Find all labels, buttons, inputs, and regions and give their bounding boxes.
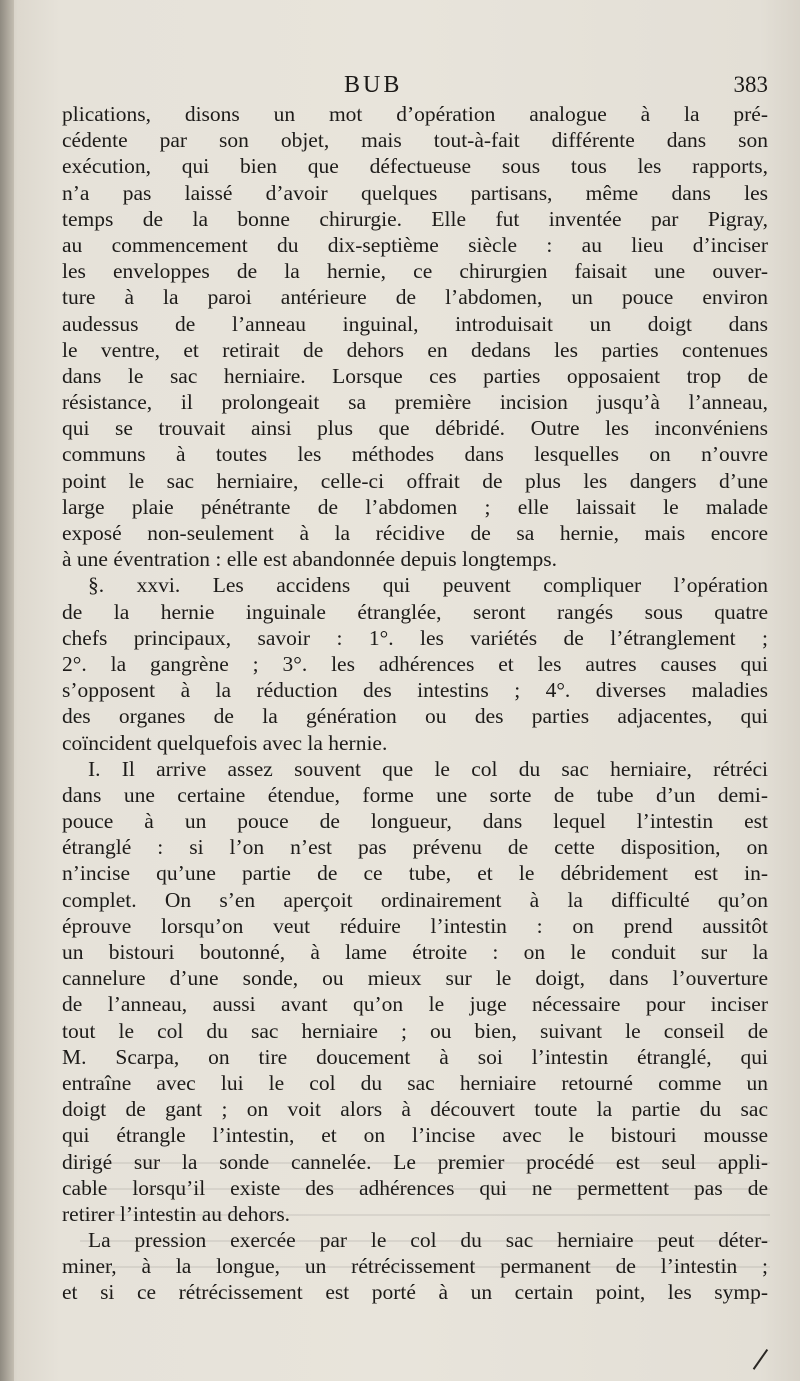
text-line: le ventre, et retirait de dehors en dedans les parties contenues (62, 337, 768, 362)
text-line: étranglé : si l’on n’est pas prévenu de cette disposition, on (62, 835, 768, 860)
text-line: dans le sac herniaire. Lorsque ces parties opposaient trop de (62, 363, 768, 388)
text-line: résistance, il prolongeait sa première incision jusqu’à l’anneau, (62, 390, 768, 415)
text-line: temps de la bonne chirurgie. Elle fut inventée par Pigray, (62, 206, 768, 231)
text-line: 2°. la gangrène ; 3°. les adhérences et les autres causes qui (62, 651, 768, 676)
text-line: point le sac herniaire, celle-ci offrait de plus les dangers d’une (62, 468, 768, 493)
text-line: entraîne avec lui le col du sac herniaire retourné comme un (62, 1070, 768, 1095)
text-line: I. Il arrive assez souvent que le col du sac herniaire, rétréci (88, 756, 768, 781)
paragraph (62, 572, 768, 755)
text-line: les enveloppes de la hernie, ce chirurgien faisait une ouver- (62, 259, 768, 284)
text-line: un bistouri boutonné, à lame étroite : on le conduit sur la (62, 940, 768, 964)
page-gutter-shadow (0, 0, 14, 1381)
text-line: ture à la paroi antérieure de l’abdomen, un pouce environ (62, 285, 768, 310)
text-line: des organes de la génération ou des parties adjacentes, qui (62, 704, 768, 729)
text-line: chefs principaux, savoir : 1°. les variétés de l’étranglement ; (62, 625, 768, 650)
page-number: 383 (733, 72, 768, 97)
text-line: qui étrangle l’intestin, et on l’incise avec le bistouri mousse (62, 1123, 768, 1148)
text-line: éprouve lorsqu’on veut réduire l’intestin : on prend aussitôt (62, 913, 768, 938)
text-line: complet. On s’en aperçoit ordinairement à la difficulté qu’on (62, 887, 768, 912)
text-line: retirer l’intestin au dehors. (62, 1201, 291, 1226)
text-line: et si ce rétrécissement est porté à un certain point, les symp- (62, 1280, 768, 1305)
body-text (62, 101, 768, 1306)
text-line: n’a pas laissé d’avoir quelques partisans, même dans les (62, 180, 768, 205)
text-line: §. xxvi. Les accidens qui peuvent compliquer l’opération (88, 573, 768, 598)
running-title: BUB (344, 72, 403, 98)
text-line: plications, disons un mot d’opération analogue à la pré- (62, 102, 768, 126)
text-line: au commencement du dix-septième siècle : au lieu d’inciser (62, 232, 768, 257)
text-line: large plaie pénétrante de l’abdomen ; elle laissait le malade (62, 494, 768, 519)
text-line: doigt de gant ; on voit alors à découvert toute la partie du sac (62, 1097, 768, 1122)
text-line: tout le col du sac herniaire ; ou bien, suivant le conseil de (62, 1018, 768, 1043)
paragraph (62, 1227, 768, 1306)
text-line: coïncident quelquefois avec la hernie. (62, 730, 388, 755)
text-line: de l’anneau, aussi avant qu’on le juge nécessaire pour inciser (62, 992, 768, 1017)
text-line: M. Scarpa, on tire doucement à soi l’intestin étranglé, qui (62, 1044, 768, 1069)
paragraph (62, 101, 768, 572)
text-line: dans une certaine étendue, forme une sorte de tube d’un demi- (62, 782, 768, 807)
text-line: pouce à un pouce de longueur, dans lequel l’intestin est (62, 809, 768, 834)
text-line: cédente par son objet, mais tout-à-fait différente dans son (62, 128, 768, 153)
ink-mark (753, 1349, 782, 1379)
text-line: qui se trouvait ainsi plus que débridé. Outre les inconvéniens (62, 416, 768, 441)
text-line: n’incise qu’une partie de ce tube, et le débridement est in- (62, 861, 768, 886)
text-line: communs à toutes les méthodes dans lesquelles on n’ouvre (62, 442, 768, 467)
text-line: de la hernie inguinale étranglée, seront rangés sous quatre (62, 599, 768, 624)
text-line: exécution, qui bien que défectueuse sous tous les rapports, (62, 154, 768, 179)
text-line: exposé non-seulement à la récidive de sa hernie, mais encore (62, 521, 768, 545)
text-line: cable lorsqu’il existe des adhérences qui ne permettent pas de (62, 1175, 768, 1200)
text-line: La pression exercée par le col du sac herniaire peut déter- (88, 1228, 768, 1253)
text-line: dirigé sur la sonde cannelée. Le premier procédé est seul appli- (62, 1149, 768, 1174)
text-line: cannelure d’une sonde, ou mieux sur le doigt, dans l’ouverture (62, 966, 768, 991)
text-line: à une éventration : elle est abandonnée depuis longtemps. (62, 547, 557, 572)
text-line: miner, à la longue, un rétrécissement permanent de l’intestin ; (62, 1254, 768, 1279)
paragraph (62, 756, 768, 1227)
text-line: s’opposent à la réduction des intestins ; 4°. diverses maladies (62, 678, 768, 703)
text-line: audessus de l’anneau inguinal, introduisait un doigt dans (62, 311, 768, 336)
